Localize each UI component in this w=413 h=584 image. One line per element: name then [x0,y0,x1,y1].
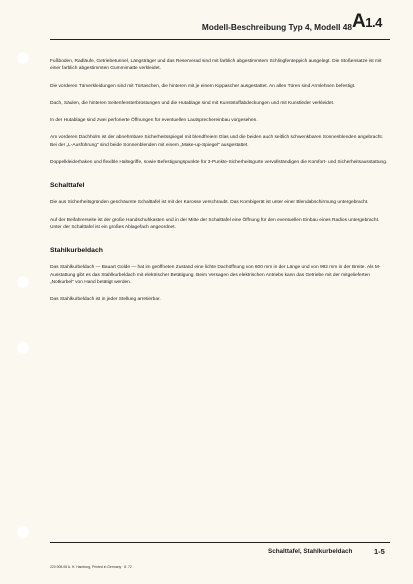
punch-hole [17,342,29,354]
page-number: 1-5 [374,547,385,556]
page-title: Modell-Beschreibung Typ 4, Modell 48 [201,22,352,32]
paragraph: Das Stahlkurbeldach — Bauart Golde — hat im geöffneten Zustand eine lichte Dachöffnung von 600 mm in der Länge und von 992 mm in der Breite. Als M-Ausstattung gibt es das Stahlkurbeldach mit elektrischer Betätigung. Beim Versagen des elektrischen Antriebs kann das Getriebe mit der mitgelieferten „Notkurbel" von Hand betätigt werden. [50,265,381,285]
footer-title: Schalttafel, Stahlkurbeldach [268,548,353,555]
section-heading-schalttafel: Schalttafel [50,182,85,190]
header-rule [50,39,390,40]
section-code [352,11,382,33]
body-text [50,58,390,313]
section-heading-stahlkurbeldach: Stahlkurbeldach [50,247,103,255]
paragraph: Doppelkleiderhaken und flexible Haltegriffe, sowie Befestigungspunkte für 3-Punkte-Sicherheitsgurte vervollständigen die Komfort- und Sicherheitsausstattung. [50,160,388,166]
paragraph: Fußboden, Radläufe, Getriebetunnel, Längsträger und das Reserverad sind mit farblich abgestimmtem Schlingfenteppich ausgelegt. Die Stoßensatze ist mit einer farblich abgestimmten Gummimatte verkleidet. [50,59,382,72]
footer-rule [50,542,390,543]
paragraph: Dach, Säulen, die hinteren Seitenfensterbrüstungen und die Hutablage sind mit Kunststoffabdeckungen und mit Kunstleder verkleidet. [50,100,335,106]
punch-hole [17,52,29,64]
punch-hole [17,276,29,288]
punch-hole [17,526,29,538]
paragraph: Das Stahlkurbeldach ist in jeder Stellung arretierbar. [50,297,161,303]
paragraph: Die aus Sicherheitsgründen geschäumte Schalttafel ist mit der Karosse verschraubt. Das Kombigerät ist unter einer Blendabschirmung untergebracht. [50,200,369,206]
paragraph: Am vorderen Dachholm ist der abnehmbare Sicherheitsspiegel mit blendfreiem Glas und die beiden auch seitlich schwenkbaren Sonnenblenden angebracht. Bei der „L-Ausführung" sind beide Sonnenblenden mit einem „Make-up-Spiegel" ausgestattet. [50,135,384,148]
paragraph: Auf der Beifahrerseite ist der große Handschuhkasten und in der Mitte der Schalttafel eine Öffnung für den eventuellen Einbau eines Radios untergebracht. Unter der Schalttafel ist ein großes Ablagefach angeordnet. [50,217,380,230]
paragraph: Die vorderen Türverkleidungen sind mit Türtaschen, die hinteren mit je einem Kippascher ausgestattet. An allen Türen sind Armlehnen befestigt. [50,83,356,89]
section-code-letter: A [352,11,366,32]
imprint: 220.908.08 A. H. Hamburg, Printed in Germany · 8. 72 [50,565,132,569]
section-code-number: 1.4 [365,15,382,30]
paragraph: In der Hutablage sind zwei perforierte Öffnungen für eventuellen Lautsprechereinbau vorgesehen. [50,118,258,124]
